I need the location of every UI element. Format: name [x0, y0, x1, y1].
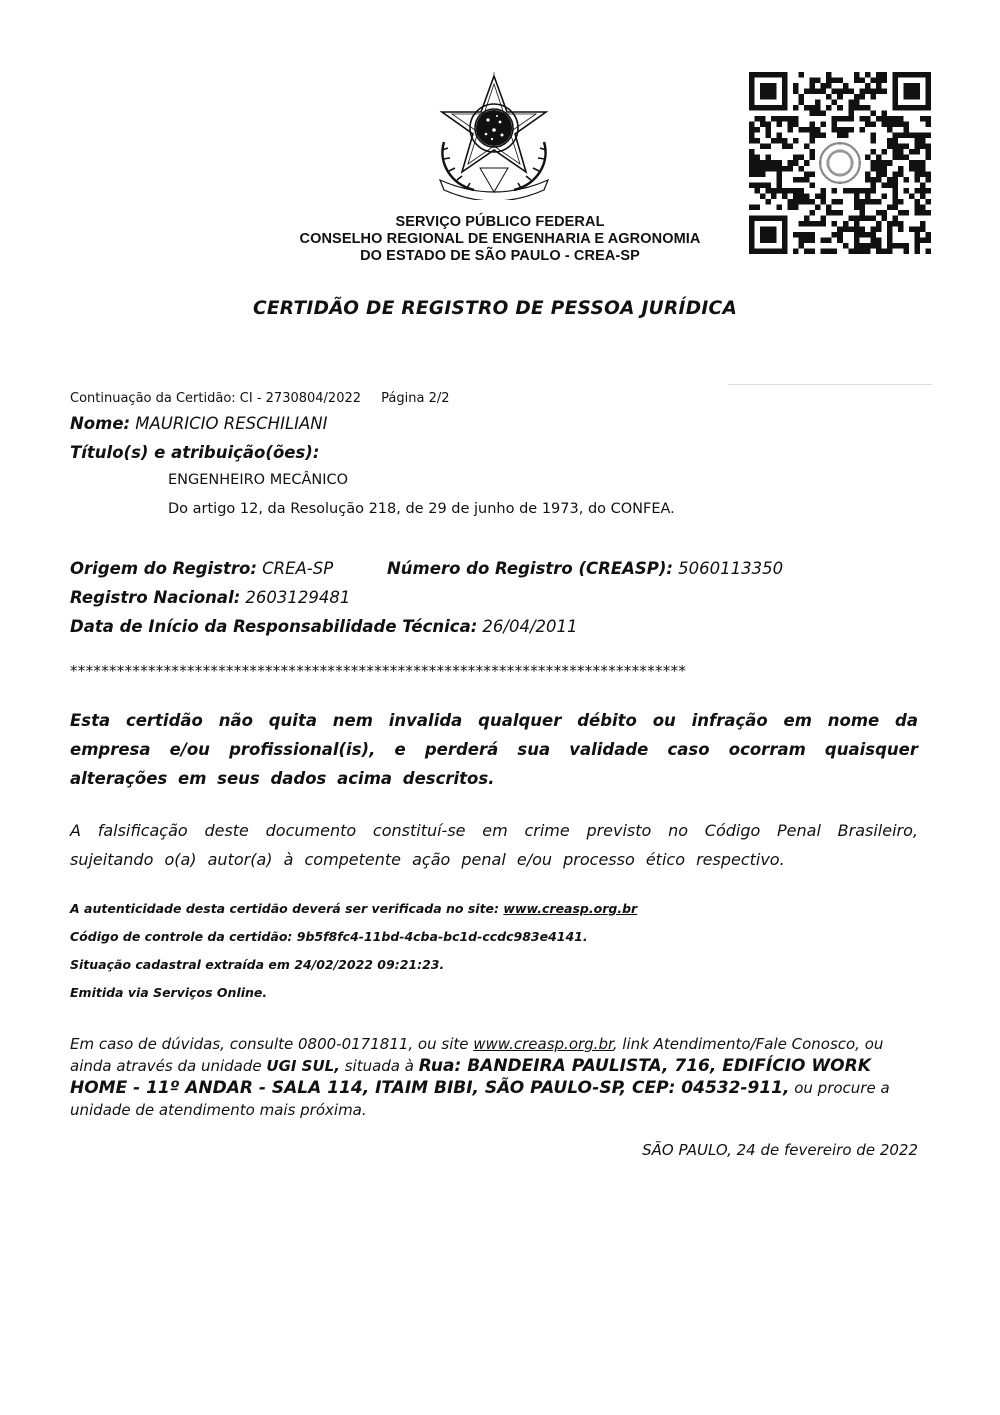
contact-text-2: , link Atendimento/Fale Conosco, ou ainda através da unidade	[70, 1035, 884, 1075]
asterisk-separator: *******************************************************************************	[70, 662, 687, 680]
issued-online: Emitida via Serviços Online.	[70, 985, 268, 1000]
start-date-label: Data de Início da Responsabilidade Técnica:	[70, 617, 478, 636]
national-registry-label: Registro Nacional:	[70, 588, 241, 607]
place-date: SÃO PAULO, 24 de fevereiro de 2022	[642, 1141, 918, 1159]
origin-value: CREA-SP	[262, 559, 334, 578]
validity-warning: Esta certidão não quita nem invalida qualquer débito ou infração em nome da empresa e/ou profissional(is), e perderá sua validade caso ocorram quaisquer alterações em seus dados acima descritos.	[70, 711, 918, 788]
name-row	[70, 414, 328, 433]
origin-row	[70, 559, 333, 578]
contact-address: Rua: BANDEIRA PAULISTA, 716, EDIFÍCIO WORK HOME - 11º ANDAR - SALA 114, ITAIM BIBI, SÃO PAULO-SP, CEP: 04532-911,	[70, 1056, 871, 1098]
registry-number-row	[387, 559, 783, 578]
attribution-text: Do artigo 12, da Resolução 218, de 29 de junho de 1973, do CONFEA.	[168, 501, 675, 517]
origin-label: Origem do Registro:	[70, 559, 257, 578]
brazil-coat-of-arms-icon	[430, 72, 558, 200]
registry-number-value: 5060113350	[678, 559, 784, 578]
titles-label: Título(s) e atribuição(ões):	[70, 443, 320, 462]
national-registry-value: 2603129481	[245, 588, 351, 607]
start-date-row	[70, 617, 578, 636]
org-line-3: DO ESTADO DE SÃO PAULO - CREA-SP	[360, 248, 640, 264]
contact-site-link[interactable]: www.creasp.org.br	[473, 1035, 613, 1053]
contact-text-3: situada à	[344, 1057, 414, 1075]
national-registry-row	[70, 588, 350, 607]
contact-unit: UGI SUL,	[266, 1057, 340, 1075]
org-line-1: SERVIÇO PÚBLICO FEDERAL	[395, 214, 605, 230]
org-line-2: CONSELHO REGIONAL DE ENGENHARIA E AGRONOMIA	[299, 231, 701, 247]
registry-number-label: Número do Registro (CREASP):	[387, 559, 674, 578]
title-value: ENGENHEIRO MECÂNICO	[168, 472, 349, 488]
authenticity-site-link[interactable]: www.creasp.org.br	[503, 901, 638, 916]
contact-text-4: ou procure a unidade de atendimento mais próxima.	[70, 1079, 890, 1119]
continuation-line	[70, 391, 450, 406]
name-value: MAURICIO RESCHILIANI	[135, 414, 328, 433]
continuation-text: Continuação da Certidão: CI - 2730804/2022	[70, 391, 362, 406]
control-code: Código de controle da certidão: 9b5f8fc4-11bd-4cba-bc1d-ccdc983e4141.	[70, 929, 588, 944]
contact-text-1: Em caso de dúvidas, consulte 0800-0171811, ou site	[70, 1035, 469, 1053]
falsification-notice: A falsificação deste documento constituí-se em crime previsto no Código Penal Brasileiro, sujeitando o(a) autor(a) à competente ação penal e/ou processo ético respectivo.	[70, 821, 918, 869]
page-indicator: Página 2/2	[381, 391, 450, 406]
contact-paragraph	[70, 1033, 920, 1121]
status-extracted: Situação cadastral extraída em 24/02/2022 09:21:23.	[70, 957, 445, 972]
name-label: Nome:	[70, 414, 131, 433]
authenticity-prefix: A autenticidade desta certidão deverá ser verificada no site:	[70, 901, 500, 916]
start-date-value: 26/04/2011	[482, 617, 578, 636]
authenticity-line	[70, 901, 637, 916]
certificate-title: CERTIDÃO DE REGISTRO DE PESSOA JURÍDICA	[252, 298, 738, 319]
divider	[728, 384, 932, 385]
